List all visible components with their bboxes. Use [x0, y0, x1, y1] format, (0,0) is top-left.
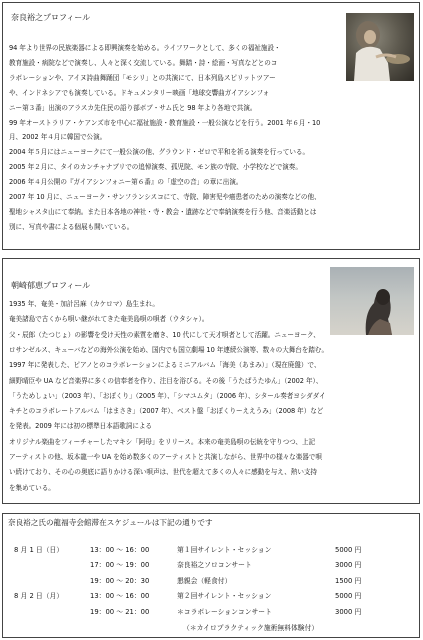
singer-silhouette-icon: [330, 267, 414, 335]
schedule-row: [3, 606, 421, 618]
schedule-time: 13：00 ～ 16：00: [90, 592, 150, 600]
profile-line: 「うためしょい」（2003 年）、「おぼくり」（2005 年）、「シマユムタ」（2006 年）、シタール奏者ヨシダダイ: [9, 391, 326, 400]
schedule-event: 奈良裕之ソロコンサート: [177, 561, 252, 569]
performer-silhouette-icon: [346, 13, 414, 81]
schedule-price: 3000 円: [335, 561, 362, 569]
schedule-section: [2, 513, 420, 638]
schedule-row: [3, 590, 421, 602]
profile-line: 2006 年４月公開の『ガイアシンフォニー第６番』の「虚空の音」の章に出演。: [9, 178, 243, 187]
profile-line: や、インドネシアでも演奏している。ドキュメンタリー映画「地球交響曲ガイアシンフォ: [9, 88, 270, 97]
schedule-price: 1500 円: [335, 577, 362, 585]
profile-line: 2007 年 10 月に、ニューヨーク・サンフランシスコにて、寺院、障害児や癌患者のための演奏などの他、: [9, 193, 321, 201]
schedule-time: 19：00 ～ 21：00: [90, 608, 150, 616]
profile-line: 99 年オーストラリア・ケアンズ市を中心に福祉施設・教育施設・一般公演などを行う。2001 年６月・10: [9, 118, 321, 127]
profile-line: 1997 年に発表した、ピアノとのコラボレーションによるミニアルバム「海美（あまみ）」（現在廃盤）で、: [9, 361, 321, 370]
profile-line: を集めている。: [9, 483, 55, 492]
profile-asazaki-title: 朝崎郁恵プロフィール: [11, 281, 91, 290]
profile-line: 別に、写真や書による個展も開いている。: [9, 222, 134, 231]
profile-line: い続けており、その心の奥底に語りかける深い唄声は、世代を超えて多くの人々に感動を与え、熱い支持: [9, 468, 317, 477]
schedule-time: 13：00 ～ 16：00: [90, 546, 150, 554]
profile-line: ニー第３番」出演のアラスカ先住民の語り部ボブ・サム氏と 98 年より各地で共演。: [9, 103, 257, 112]
schedule-event: （＊カイロプラクティック施術無料体験付）: [183, 624, 319, 632]
profile-line: ロサンゼルス、キューバなどの海外公演を始め、国内でも国立劇場 10 年連続公演等、数々の大舞台を踏む。: [9, 345, 329, 354]
profile-line: 教育施設・病院などで演奏し、人々と深く交流している。舞踏・詩・絵画・写真などとのコ: [9, 58, 278, 67]
profile-asazaki-section: [2, 258, 420, 504]
schedule-date: 8 月 2 日（月）: [14, 592, 64, 600]
profile-nara-title: 奈良裕之プロフィール: [11, 13, 91, 22]
schedule-price: 5000 円: [335, 546, 362, 554]
profile-nara-photo: [346, 13, 414, 81]
profile-line: ラボレーションや、アイヌ詩曲舞踊団「モシリ」との共演にて、日本列島スピリットツアー: [9, 73, 276, 82]
schedule-time: 19：00 ～ 20：30: [90, 577, 150, 585]
profile-line: 奄美諸島で古くから唄い継がれてきた奄美島唄の唄者（ウタシャ）。: [9, 315, 209, 324]
profile-line: 94 年より世界の民族楽器による即興演奏を始める。ライフワークとして、多くの福祉施設・: [9, 44, 281, 52]
profile-line: 1935 年、奄美・加計呂麻（カケロマ）島生まれ。: [9, 300, 159, 308]
profile-line: アーティストの他、坂本龍一や UA を始め数多くのアーティストと共演しながら、世界中の様々な楽器で唄: [9, 453, 322, 461]
profile-line: 2004 年５月にはニューヨークにて一般公演の他、グラウンド・ゼロで平和を祈る演奏を行っている。: [9, 148, 310, 157]
schedule-title: 奈良裕之氏の龍福寺会館滞在スケジュールは下記の通りです: [8, 518, 213, 527]
profile-line: を発表。2009 年には初の標準日本語歌詞による: [9, 422, 152, 431]
profile-asazaki-photo: [330, 267, 414, 335]
schedule-event: ＊コラボレーションコンサート: [177, 608, 272, 616]
profile-line: キチとのコラボレートアルバム「はまさき」（2007 年）、ベスト盤「おぼくりーええうみ」（2008 年）など: [9, 407, 324, 416]
profile-line: 父・辰郎（たつじょ）の影響を受け天性の素質を磨き、10 代にして天才唄者として活躍。ニューヨーク、: [9, 330, 320, 339]
profile-line: 聖地シャスタ山にて奉納。また日本各地の神社・寺・教会・遺跡などで奉納演奏を行う他、音楽活動とは: [9, 207, 317, 216]
schedule-row: [3, 575, 421, 587]
schedule-event: 第１回サイレント・セッション: [177, 546, 272, 554]
schedule-price: 5000 円: [335, 592, 362, 600]
schedule-time: 17：00 ～ 19：00: [90, 561, 150, 569]
schedule-date: 8 月 1 日（日）: [14, 546, 64, 554]
schedule-event: 第２回サイレント・セッション: [177, 592, 272, 600]
profile-line: オリジナル楽曲をフィーチャーしたマキシ「阿母」をリリース。本来の奄美島唄の伝統を守りつつ、上記: [9, 437, 316, 446]
schedule-event: 懇親会（軽食付）: [177, 577, 232, 585]
profile-line: 月、2002 年４月に韓国で公演。: [9, 133, 107, 142]
profile-line: 2005 年２月に、タイのカンチャナブリでの追悼演奏、孤児院、モン族の寺院、小学校などで演奏。: [9, 163, 302, 172]
profile-line: 細野晴臣や UA など音楽界に多くの信奉者を作り、注目を浴びる。その後「うたばうたゆん」（2002 年）、: [9, 376, 323, 385]
profile-nara-section: [2, 2, 420, 250]
schedule-row: [3, 622, 421, 634]
schedule-price: 3000 円: [335, 608, 362, 616]
schedule-row: [3, 544, 421, 556]
schedule-row: [3, 559, 421, 571]
